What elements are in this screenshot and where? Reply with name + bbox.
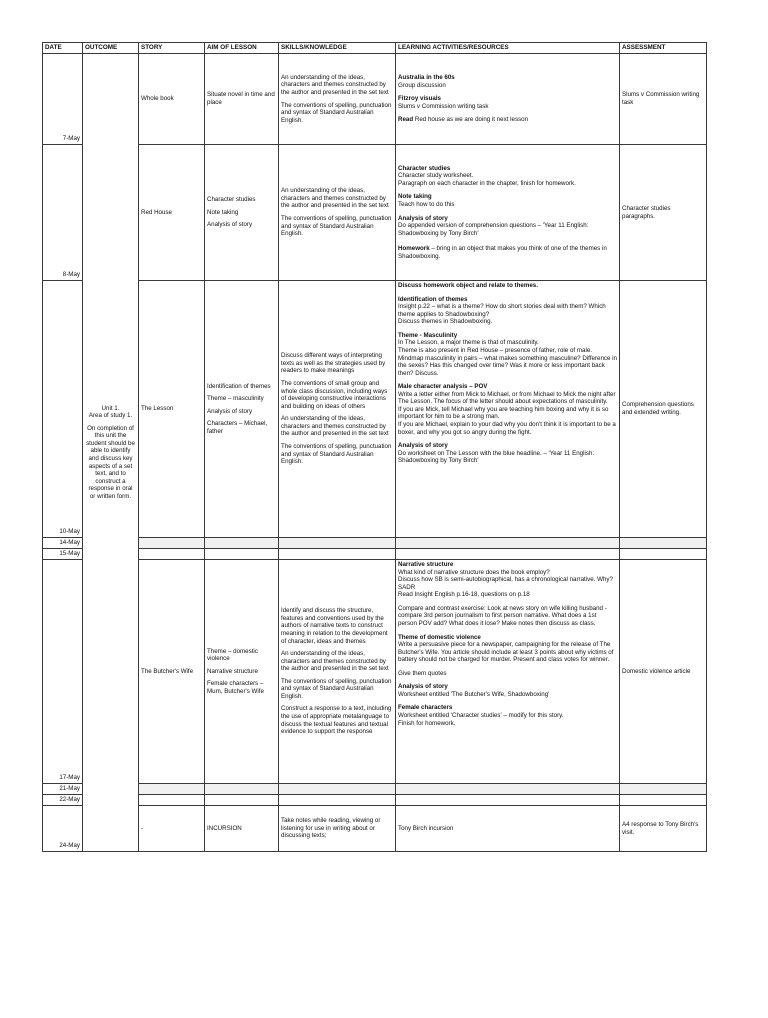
activity-block bbox=[398, 332, 617, 377]
header-skills: SKILLS/KNOWLEDGE bbox=[279, 43, 396, 54]
empty-cell bbox=[620, 538, 707, 549]
date-cell: 17-May bbox=[43, 560, 83, 784]
aim-cell: INCURSION bbox=[205, 806, 279, 852]
activity-heading: Theme - Masculinity bbox=[398, 331, 458, 339]
empty-cell bbox=[279, 538, 396, 549]
skills-cell bbox=[279, 281, 396, 538]
empty-cell bbox=[396, 795, 620, 806]
date-cell: 8-May bbox=[43, 145, 83, 281]
activity-line: Insight p.22 – what is a theme? How do short stories deal with them? Which theme applies to Shadowboxing? bbox=[398, 303, 606, 318]
aim-item: Theme – masculinity bbox=[207, 395, 264, 403]
activity-heading: Read bbox=[398, 116, 414, 124]
activity-line: In The Lesson, a major theme is that of masculinity. bbox=[398, 339, 539, 347]
skills-cell: Take notes while reading, viewing or listening for use in writing about or discussing texts; bbox=[279, 806, 396, 852]
activity-line: Character study worksheet. bbox=[398, 172, 474, 180]
activity-heading: Narrative structure bbox=[398, 561, 454, 568]
header-aim: AIM OF LESSON bbox=[205, 43, 279, 54]
activity-line: Teach how to do this bbox=[398, 200, 455, 208]
table-row bbox=[43, 145, 707, 281]
activity-line: If you are Michael, explain to your dad why you don't think it is important to be a boxer, and why you got so angry during the fight. bbox=[398, 421, 616, 436]
activity-line: Write a letter either from Mick to Michael, or from Michael to Mick the night after The Lesson. The focus of the letter should about expectations of masculinity. bbox=[398, 390, 616, 406]
activity-line: – bring in an object that makes you think of one of the themes in Shadowboxing. bbox=[398, 245, 607, 260]
empty-cell bbox=[139, 795, 205, 806]
table-row bbox=[43, 54, 707, 145]
aim-item: Character studies bbox=[207, 196, 256, 204]
skills-cell bbox=[279, 54, 396, 145]
activity-heading: Note taking bbox=[398, 193, 432, 201]
table-row bbox=[43, 281, 707, 538]
activity-block bbox=[398, 442, 617, 465]
empty-cell bbox=[139, 538, 205, 549]
activity-line: Discuss how SB is semi-autobiographical, has a chronological narrative. Why? bbox=[398, 576, 613, 584]
story-cell: The Lesson bbox=[139, 281, 205, 538]
activity-block bbox=[398, 670, 617, 678]
lesson-plan-table bbox=[42, 42, 707, 852]
activities-cell bbox=[396, 281, 620, 538]
skill-item: The conventions of spelling, punctuation and syntax of Standard Australian English. bbox=[281, 442, 392, 466]
activity-line: Do appended version of comprehension questions – 'Year 11 English: Shadowboxing by Tony Birch' bbox=[398, 222, 589, 237]
table-row bbox=[43, 549, 707, 560]
activity-block bbox=[398, 116, 617, 124]
activity-line: Theme is also present in Red House – presence of father, role of male. bbox=[398, 346, 592, 354]
activity-heading: Fitzroy visuals bbox=[398, 95, 441, 103]
outcome-description: On completion of this unit the student should be able to identify and discuss key aspects of a set text, and to construct a response in oral or written form. bbox=[86, 424, 135, 500]
aim-item: Analysis of story bbox=[207, 407, 253, 415]
skills-cell bbox=[279, 145, 396, 281]
aim-item: Identification of themes bbox=[207, 382, 271, 390]
activity-block bbox=[398, 704, 617, 727]
activity-heading: Discuss homework object and relate to themes. bbox=[398, 282, 538, 289]
activity-line: If you are Mick, tell Michael why you are teaching him boxing and why it is so important for him to be a strong man. bbox=[398, 405, 609, 421]
skill-item: An understanding of the ideas, characters and themes constructed by the author and presented in the set text bbox=[281, 415, 389, 438]
empty-cell bbox=[279, 549, 396, 560]
activity-line: Finish for homework. bbox=[398, 719, 456, 727]
assessment-cell: Character studies paragraphs. bbox=[620, 145, 707, 281]
skill-item: An understanding of the ideas, characters and themes constructed by the author and presented in the set text bbox=[281, 73, 389, 96]
empty-cell bbox=[205, 538, 279, 549]
aim-item: Theme – domestic violence bbox=[207, 647, 258, 663]
activity-block bbox=[398, 634, 617, 664]
activity-line: Group discussion bbox=[398, 81, 446, 89]
activity-line: SADR bbox=[398, 583, 416, 591]
activity-line: What kind of narrative structure does the book employ? bbox=[398, 568, 550, 576]
empty-cell bbox=[620, 795, 707, 806]
table-row bbox=[43, 560, 707, 784]
activity-block bbox=[398, 215, 617, 238]
activities-cell bbox=[396, 560, 620, 784]
aim-item: Note taking bbox=[207, 208, 239, 216]
activity-block bbox=[398, 296, 617, 326]
date-cell: 24-May bbox=[43, 806, 83, 852]
activity-line: Discuss themes in Shadowboxing. bbox=[398, 318, 493, 326]
skill-item: The conventions of spelling, punctuation and syntax of Standard Australian English. bbox=[281, 101, 392, 124]
header-date: DATE bbox=[43, 43, 83, 54]
skill-item: Construct a response to a text, including the use of appropriate metalanguage to discuss the textual features and textual evidence to support the response bbox=[281, 705, 392, 736]
activity-heading: Australia in the 60s bbox=[398, 74, 455, 82]
activity-line: Worksheet entitled 'Character studies' – modify for this story. bbox=[398, 712, 564, 719]
skills-cell bbox=[279, 560, 396, 784]
activity-heading: Analysis of story bbox=[398, 214, 448, 222]
activity-heading: Male character analysis – POV bbox=[398, 383, 488, 391]
activity-heading: Analysis of story bbox=[398, 442, 448, 450]
activity-line: Mindmap masculinity in pairs – what makes something masculine? Difference in the sexes? Has this changed over time? Was it more or less important back then? Discuss. bbox=[398, 354, 617, 377]
aim-cell bbox=[205, 145, 279, 281]
story-cell: - bbox=[139, 806, 205, 852]
header-story: STORY bbox=[139, 43, 205, 54]
activity-line: Paragraph on each character in the chapter, finish for homework. bbox=[398, 179, 576, 187]
aim-item: Narrative structure bbox=[207, 667, 258, 675]
table-row bbox=[43, 538, 707, 549]
table-row bbox=[43, 795, 707, 806]
activity-heading: Identification of themes bbox=[398, 295, 468, 303]
aim-item: Situate novel in time and place bbox=[207, 91, 275, 106]
date-cell: 15-May bbox=[43, 549, 83, 560]
activity-line: Red house as we are doing it next lesson bbox=[414, 116, 529, 124]
empty-cell bbox=[620, 549, 707, 560]
empty-cell bbox=[139, 784, 205, 795]
outcome-area: Area of study 1. bbox=[88, 412, 133, 420]
skill-item: Identify and discuss the structure, features and conventions used by the authors of narrative texts to construct meaning in relation to the development of character, ideas and themes bbox=[281, 607, 388, 645]
aim-cell bbox=[205, 281, 279, 538]
aim-item: Female characters – Mum, Butcher's Wife bbox=[207, 680, 264, 695]
activity-line: Worksheet entitled 'The Butcher's Wife, Shadowboxing' bbox=[398, 690, 550, 698]
activity-block bbox=[398, 95, 617, 110]
activity-heading: Analysis of story bbox=[398, 683, 448, 691]
activities-cell bbox=[396, 145, 620, 281]
activity-line: Give them quotes bbox=[398, 669, 447, 677]
activity-heading: Female characters bbox=[398, 704, 453, 712]
activities-cell: Tony Birch incursion bbox=[396, 806, 620, 852]
table-row bbox=[43, 784, 707, 795]
outcome-cell bbox=[83, 54, 139, 852]
activities-cell bbox=[396, 54, 620, 145]
date-cell: 21-May bbox=[43, 784, 83, 795]
empty-cell bbox=[205, 795, 279, 806]
aim-cell bbox=[205, 560, 279, 784]
activity-heading: Theme of domestic violence bbox=[398, 633, 481, 641]
date-cell: 7-May bbox=[43, 54, 83, 145]
empty-cell bbox=[396, 784, 620, 795]
activity-line: Slums v Commission writing task bbox=[398, 102, 489, 110]
assessment-cell: A4 response to Tony Birch's visit. bbox=[620, 806, 707, 852]
skill-item: Discuss different ways of interpreting texts as well as the strategies used by readers to make meanings bbox=[281, 352, 386, 375]
activity-block bbox=[398, 605, 617, 628]
activity-block bbox=[398, 193, 617, 208]
skill-item: An understanding of the ideas, characters and themes constructed by the author and presented in the set text bbox=[281, 650, 389, 673]
empty-cell bbox=[279, 795, 396, 806]
empty-cell bbox=[279, 784, 396, 795]
date-cell: 22-May bbox=[43, 795, 83, 806]
empty-cell bbox=[620, 784, 707, 795]
story-cell: Whole book bbox=[139, 54, 205, 145]
header-row bbox=[43, 43, 707, 54]
activity-block bbox=[398, 245, 617, 260]
activity-line: Write a persuasive piece for a newspaper, campaigning for the release of The Butcher's Wife. You article should include at least 3 points about why victims of battery should not be charged for murder. Present and class votes for winner. bbox=[398, 641, 614, 664]
activity-block bbox=[398, 561, 617, 599]
empty-cell bbox=[205, 549, 279, 560]
header-assessment: ASSESSMENT bbox=[620, 43, 707, 54]
empty-cell bbox=[396, 549, 620, 560]
outcome-unit: Unit 1. bbox=[101, 404, 120, 412]
aim-cell bbox=[205, 54, 279, 145]
date-cell: 10-May bbox=[43, 281, 83, 538]
assessment-cell: Slums v Commission writing task bbox=[620, 54, 707, 145]
activity-block bbox=[398, 165, 617, 188]
activity-line: Compare and contrast exercise: Look at news story on wife killing husband - compare 3rd person journalism to first person narrative. What does a 1st person POV add? What does it lose? Make notes then discuss as class. bbox=[398, 604, 607, 627]
assessment-cell: Domestic violence article bbox=[620, 560, 707, 784]
skill-item: The conventions of spelling, punctuation and syntax of Standard Australian English. bbox=[281, 215, 392, 238]
aim-item: Analysis of story bbox=[207, 221, 253, 229]
activity-line: Read Insight English p.16-18, questions on p.18 bbox=[398, 591, 530, 599]
story-cell: Red House bbox=[139, 145, 205, 281]
assessment-cell: Comprehension questions and extended writing. bbox=[620, 281, 707, 538]
activity-block bbox=[398, 282, 617, 290]
activity-block bbox=[398, 683, 617, 698]
story-cell: The Butcher's Wife bbox=[139, 560, 205, 784]
empty-cell bbox=[139, 549, 205, 560]
empty-cell bbox=[396, 538, 620, 549]
header-activities: LEARNING ACTIVITIES/RESOURCES bbox=[396, 43, 620, 54]
activity-block bbox=[398, 383, 617, 436]
header-outcome: OUTCOME bbox=[83, 43, 139, 54]
date-cell: 14-May bbox=[43, 538, 83, 549]
activity-line: Do worksheet on The Lesson with the blue headline. – 'Year 11 English: Shadowboxing by Tony Birch' bbox=[398, 449, 595, 465]
activity-block bbox=[398, 74, 617, 89]
activity-heading: Homework bbox=[398, 245, 430, 253]
aim-item: Characters – Michael, father bbox=[207, 420, 268, 435]
empty-cell bbox=[205, 784, 279, 795]
skill-item: The conventions of small group and whole class discussion, including ways of developing constructive interactions and building on ideas of others bbox=[281, 380, 388, 410]
skill-item: The conventions of spelling, punctuation and syntax of Standard Australian English. bbox=[281, 677, 392, 700]
activity-heading: Character studies bbox=[398, 164, 451, 172]
skill-item: An understanding of the ideas, characters and themes constructed by the author and presented in the set text bbox=[281, 187, 389, 210]
table-row bbox=[43, 806, 707, 852]
